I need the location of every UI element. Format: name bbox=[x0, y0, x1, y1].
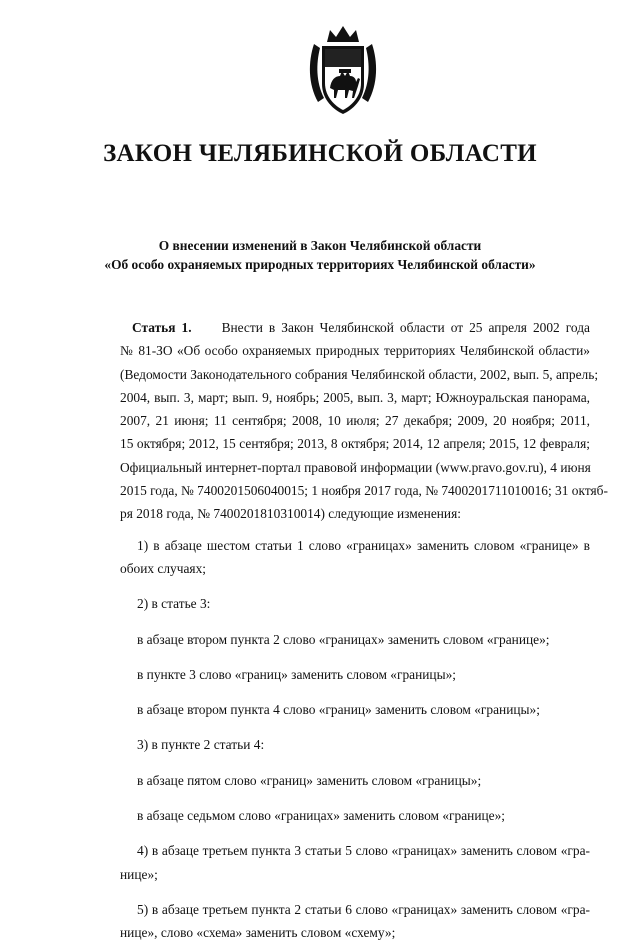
amendment-subitem: в абзаце седьмом слово «границах» заменить словом «границе»; bbox=[137, 808, 506, 824]
amendment-item: 4) в абзаце третьем пункта 3 статьи 5 слово «границах» заменить словом «гра- bbox=[137, 843, 590, 859]
amendment-subitem: в абзаце втором пункта 2 слово «границах» заменить словом «границе»; bbox=[137, 631, 550, 647]
text-line: (Ведомости Законодательного собрания Челябинской области, 2002, вып. 5, апрель; bbox=[120, 366, 599, 382]
text-line: Официальный интернет-портал правовой информации (www.pravo.gov.ru), 4 июня bbox=[120, 459, 591, 475]
coat-of-arms-emblem bbox=[300, 22, 386, 120]
text-line: 15 октября; 2012, 15 сентября; 2013, 8 октября; 2014, 12 апреля; 2015, 12 февраля; bbox=[120, 436, 590, 452]
text-line: 2015 года, № 7400201506040015; 1 ноября 2017 года, № 7400201711010016; 31 октяб- bbox=[120, 483, 608, 499]
amendment-subitem: в абзаце пятом слово «границ» заменить словом «границы»; bbox=[137, 772, 482, 788]
article-1-intro bbox=[120, 316, 590, 339]
amendment-item: 2) в статье 3: bbox=[137, 596, 211, 612]
text-line: нице», слово «схема» заменить словом «схему»; bbox=[120, 925, 396, 941]
subtitle-line: О внесении изменений в Закон Челябинской области bbox=[158, 238, 482, 253]
text-line: 2007, 21 июня; 11 сентября; 2008, 10 июля; 27 декабря; 2009, 20 ноября; 2011, bbox=[120, 413, 590, 429]
amendment-item: 1) в абзаце шестом статьи 1 слово «границах» заменить словом «границе» в bbox=[137, 537, 590, 553]
law-body bbox=[120, 316, 608, 945]
amendment-subitem: в абзаце втором пункта 4 слово «границ» заменить словом «границы»; bbox=[137, 702, 540, 718]
text-line: Внести в Закон Челябинской области от 25 апреля 2002 года bbox=[221, 320, 590, 335]
text-line: обоих случаях; bbox=[120, 560, 206, 576]
text-line: ря 2018 года, № 7400201810310014) следующие изменения: bbox=[120, 506, 461, 522]
amendment-subitem: в пункте 3 слово «границ» заменить словом «границы»; bbox=[137, 666, 457, 682]
article-label: Статья 1. bbox=[132, 320, 192, 335]
text-line: нице»; bbox=[120, 866, 158, 882]
subtitle-line: «Об особо охраняемых природных территориях Челябинской области» bbox=[104, 257, 536, 272]
law-subtitle bbox=[60, 236, 580, 274]
amendment-item: 5) в абзаце третьем пункта 2 статьи 6 слово «границах» заменить словом «гра- bbox=[137, 901, 590, 917]
text-line: 2004, вып. 3, март; вып. 9, ноябрь; 2005, вып. 3, март; Южноуральская панорама, bbox=[120, 389, 590, 405]
law-title: ЗАКОН ЧЕЛЯБИНСКОЙ ОБЛАСТИ bbox=[103, 140, 537, 167]
amendment-item: 3) в пункте 2 статьи 4: bbox=[137, 737, 265, 753]
text-line: № 81-ЗО «Об особо охраняемых природных территориях Челябинской области» bbox=[120, 343, 590, 359]
